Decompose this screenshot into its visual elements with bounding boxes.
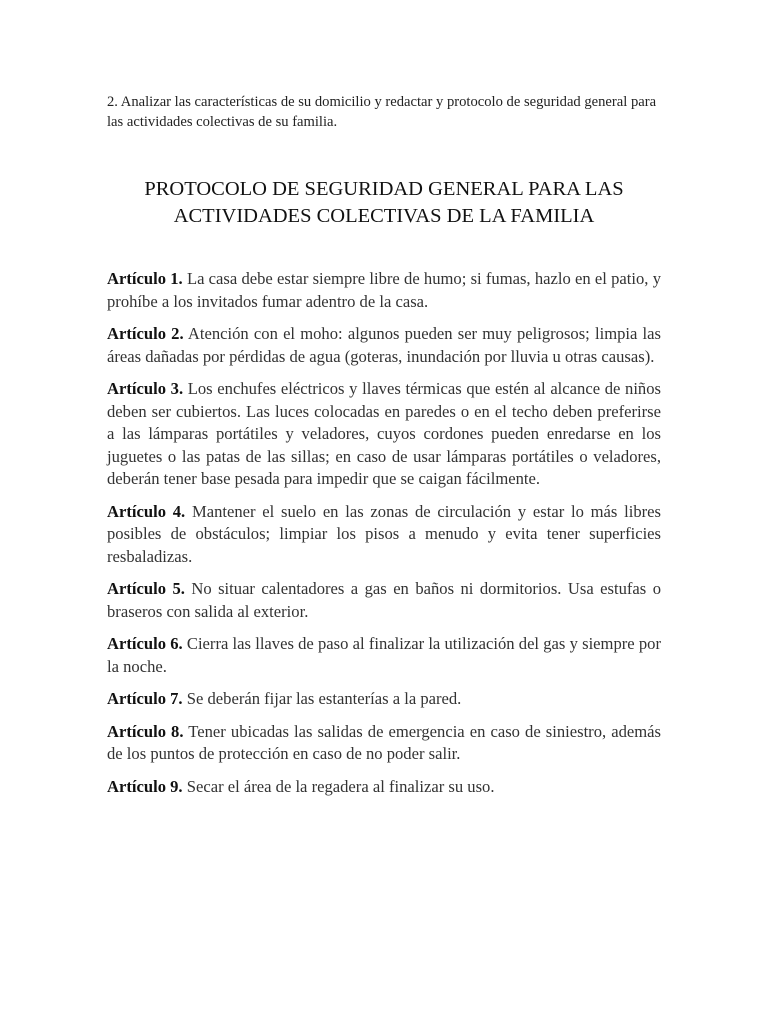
article-label: Artículo 4. [107,501,186,521]
articles-list [107,268,661,798]
document-title-line-1: PROTOCOLO DE SEGURIDAD GENERAL PARA LAS [144,178,624,200]
document-title-line-2: ACTIVIDADES COLECTIVAS DE LA FAMILIA [173,205,595,227]
article-3 [107,378,661,491]
article-text: Tener ubicadas las salidas de emergencia en caso de siniestro, además de los puntos de protección en caso de no poder salir. [107,721,661,763]
article-5 [107,578,661,623]
article-label: Artículo 5. [107,579,185,598]
article-6 [107,633,661,678]
document-page [107,92,661,808]
article-text: Mantener el suelo en las zonas de circulación y estar lo más libres posibles de obstáculos; limpiar los pisos a menudo y evita tener superficies resbaladizas. [107,501,662,566]
assignment-instruction: 2. Analizar las características de su domicilio y redactar y protocolo de seguridad general para las actividades colectivas de su familia. [107,94,657,130]
article-text: Cierra las llaves de paso al finalizar la utilización del gas y siempre por la noche. [107,634,661,676]
article-label: Artículo 1. [107,269,183,288]
article-label: Artículo 7. [107,689,183,708]
article-label: Artículo 9. [107,776,183,796]
article-8 [107,721,661,766]
article-1 [107,268,661,313]
document-title [107,176,661,230]
article-4 [107,501,661,569]
article-9 [107,776,661,799]
article-label: Artículo 8. [107,721,184,741]
article-text: La casa debe estar siempre libre de humo; si fumas, hazlo en el patio, y prohíbe a los invitados fumar adentro de la casa. [107,269,661,311]
article-text: Se deberán fijar las estanterías a la pared. [186,689,462,708]
article-2 [107,323,661,368]
article-text: Secar el área de la regadera al finalizar su uso. [186,776,495,796]
article-text: No situar calentadores a gas en baños ni dormitorios. Usa estufas o braseros con salida al exterior. [107,579,661,621]
article-text: Atención con el moho: algunos pueden ser muy peligrosos; limpia las áreas dañadas por pérdidas de agua (goteras, inundación por lluvia u otras causas). [107,324,661,366]
article-7 [107,688,661,711]
article-text: Los enchufes eléctricos y llaves térmicas que estén al alcance de niños deben ser cubiertos. Las luces colocadas en paredes o en el techo deben preferirse a las lámparas portátiles y veladores, cuyos cordones pueden enredarse en los juguetes o las patas de las sillas; en caso de usar lámparas portátiles o veladores, deberán tener base pesada para impedir que se caigan fácilmente. [107,379,661,488]
article-label: Artículo 3. [107,379,184,398]
article-label: Artículo 6. [107,634,183,653]
article-label: Artículo 2. [107,324,184,343]
